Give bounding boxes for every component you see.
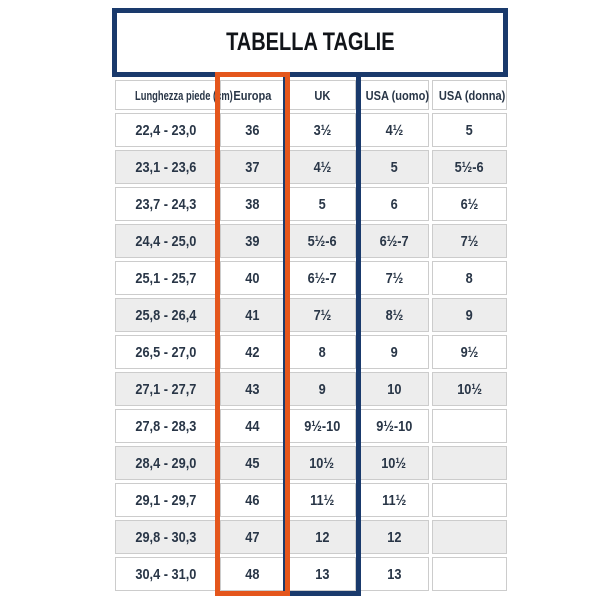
size-cell-value: 22,4 - 23,0 — [135, 121, 197, 139]
size-cell — [115, 520, 217, 554]
size-cell-value: 4½ — [313, 158, 331, 176]
column-header-label: Lunghezza piede (cm) — [135, 87, 233, 103]
size-cell — [220, 187, 285, 221]
size-cell — [115, 335, 217, 369]
size-cell-value: 47 — [245, 528, 260, 546]
column-header — [115, 80, 233, 110]
size-cell-value: 7½ — [385, 269, 403, 287]
size-cell-value: 8 — [465, 269, 474, 287]
size-cell-value: 9½-10 — [375, 417, 413, 435]
size-cell — [115, 187, 217, 221]
size-cell — [432, 372, 507, 406]
column-header — [288, 80, 356, 110]
size-cell — [432, 113, 507, 147]
size-cell — [288, 224, 356, 258]
size-cell — [359, 520, 429, 554]
size-cell — [220, 113, 285, 147]
size-cell — [432, 557, 507, 591]
size-cell — [220, 520, 285, 554]
size-cell — [432, 483, 507, 517]
size-cell — [115, 446, 217, 480]
size-cell-value: 48 — [245, 565, 260, 583]
size-cell — [359, 446, 429, 480]
size-cell — [115, 409, 217, 443]
size-cell-value: 3½ — [313, 121, 331, 139]
size-cell-value: 24,4 - 25,0 — [135, 232, 197, 250]
size-cell — [359, 298, 429, 332]
size-cell-value: 7½ — [460, 232, 479, 250]
size-cell-value: 6½ — [460, 195, 479, 213]
size-cell — [115, 150, 217, 184]
size-cell-value: 5 — [318, 195, 326, 213]
size-cell-value: 11½ — [381, 491, 407, 509]
size-cell-value: 9 — [390, 343, 398, 361]
size-cell-value: 23,1 - 23,6 — [135, 158, 197, 176]
size-cell-value: 5 — [390, 158, 398, 176]
size-table — [112, 77, 510, 594]
table-row — [115, 113, 507, 147]
size-cell — [220, 261, 285, 295]
size-cell-value: 13 — [386, 565, 402, 583]
size-cell — [288, 372, 356, 406]
header-row — [115, 80, 507, 110]
size-cell — [432, 520, 507, 554]
size-cell — [288, 483, 356, 517]
size-cell-value: 5½-6 — [454, 158, 485, 176]
size-cell-value: 38 — [245, 195, 260, 213]
size-cell — [288, 113, 356, 147]
size-cell-value: 4½ — [385, 121, 403, 139]
size-cell — [288, 187, 356, 221]
size-cell — [432, 298, 507, 332]
size-cell-value: 40 — [245, 269, 260, 287]
size-cell-value: 7½ — [313, 306, 331, 324]
table-row — [115, 261, 507, 295]
size-cell — [359, 187, 429, 221]
size-cell-value: 9 — [318, 380, 326, 398]
size-cell-value: 42 — [245, 343, 260, 361]
table-row — [115, 483, 507, 517]
size-cell — [288, 557, 356, 591]
column-header-label: USA (uomo) — [365, 87, 430, 103]
size-cell-value: 23,7 - 24,3 — [135, 195, 197, 213]
size-cell — [432, 409, 507, 443]
size-cell — [432, 150, 507, 184]
size-cell-value: 5 — [465, 121, 474, 139]
size-cell-value: 10½ — [309, 454, 335, 472]
size-cell — [115, 261, 217, 295]
column-header-label: Europa — [233, 87, 272, 103]
size-cell — [288, 446, 356, 480]
size-cell-value: 10 — [386, 380, 402, 398]
table-row — [115, 335, 507, 369]
size-cell — [288, 298, 356, 332]
size-cell-value: 27,1 - 27,7 — [135, 380, 197, 398]
size-cell — [220, 150, 285, 184]
size-cell — [432, 261, 507, 295]
size-cell-value: 37 — [245, 158, 260, 176]
size-cell — [359, 224, 429, 258]
size-cell-value: 8½ — [385, 306, 403, 324]
size-cell-value: 43 — [245, 380, 260, 398]
size-cell — [359, 113, 429, 147]
size-cell-value: 27,8 - 28,3 — [135, 417, 197, 435]
size-cell-value: 12 — [386, 528, 402, 546]
size-cell — [115, 113, 217, 147]
size-cell — [359, 150, 429, 184]
table-row — [115, 298, 507, 332]
size-cell — [115, 372, 217, 406]
size-cell — [432, 446, 507, 480]
size-cell-value: 9 — [465, 306, 474, 324]
size-cell-value: 11½ — [309, 491, 335, 509]
size-cell — [288, 520, 356, 554]
size-cell-value: 6½-7 — [379, 232, 409, 250]
size-cell — [432, 224, 507, 258]
table-row — [115, 409, 507, 443]
size-cell — [220, 557, 285, 591]
page-title: TABELLA TAGLIE — [225, 28, 395, 56]
column-header-label: USA (donna) — [438, 87, 506, 103]
size-cell — [220, 446, 285, 480]
size-cell-value: 12 — [314, 528, 330, 546]
size-cell-value: 29,1 - 29,7 — [135, 491, 197, 509]
size-cell — [220, 224, 285, 258]
size-cell-value: 5½-6 — [307, 232, 337, 250]
size-cell — [220, 372, 285, 406]
table-body — [115, 113, 507, 591]
size-cell — [288, 261, 356, 295]
size-cell-value: 41 — [245, 306, 260, 324]
table-row — [115, 372, 507, 406]
size-cell-value: 46 — [245, 491, 260, 509]
size-cell-value: 45 — [245, 454, 260, 472]
table-row — [115, 446, 507, 480]
size-cell — [432, 335, 507, 369]
size-cell — [220, 409, 285, 443]
title-box — [112, 8, 508, 77]
table-row — [115, 224, 507, 258]
size-cell — [359, 261, 429, 295]
size-cell-value: 6½-7 — [307, 269, 337, 287]
size-cell-value: 30,4 - 31,0 — [135, 565, 197, 583]
size-cell-value: 26,5 - 27,0 — [135, 343, 197, 361]
size-cell-value: 36 — [245, 121, 260, 139]
size-cell — [359, 335, 429, 369]
size-cell-value: 28,4 - 29,0 — [135, 454, 197, 472]
column-header — [432, 80, 507, 110]
size-cell-value: 10½ — [457, 380, 482, 398]
size-cell — [115, 224, 217, 258]
size-cell — [288, 409, 356, 443]
size-cell-value: 25,1 - 25,7 — [135, 269, 197, 287]
size-cell — [115, 483, 217, 517]
size-cell — [359, 557, 429, 591]
size-cell — [288, 335, 356, 369]
size-cell — [432, 187, 507, 221]
size-cell — [115, 298, 217, 332]
size-cell — [220, 483, 285, 517]
size-cell-value: 9½ — [460, 343, 479, 361]
column-header-label: UK — [314, 87, 330, 103]
size-cell — [359, 372, 429, 406]
size-cell-value: 6 — [390, 195, 398, 213]
table-row — [115, 150, 507, 184]
size-cell-value: 13 — [314, 565, 330, 583]
table-row — [115, 520, 507, 554]
size-cell-value: 29,8 - 30,3 — [135, 528, 197, 546]
size-cell — [115, 557, 217, 591]
table-row — [115, 557, 507, 591]
size-cell — [359, 483, 429, 517]
size-cell-value: 39 — [245, 232, 260, 250]
size-cell-value: 9½-10 — [303, 417, 341, 435]
size-cell — [359, 409, 429, 443]
size-cell-value: 44 — [245, 417, 260, 435]
size-cell — [288, 150, 356, 184]
size-cell — [220, 335, 285, 369]
size-cell-value: 8 — [318, 343, 326, 361]
size-cell — [220, 298, 285, 332]
size-cell-value: 10½ — [381, 454, 407, 472]
column-header — [359, 80, 429, 110]
size-cell-value: 25,8 - 26,4 — [135, 306, 197, 324]
table-row — [115, 187, 507, 221]
